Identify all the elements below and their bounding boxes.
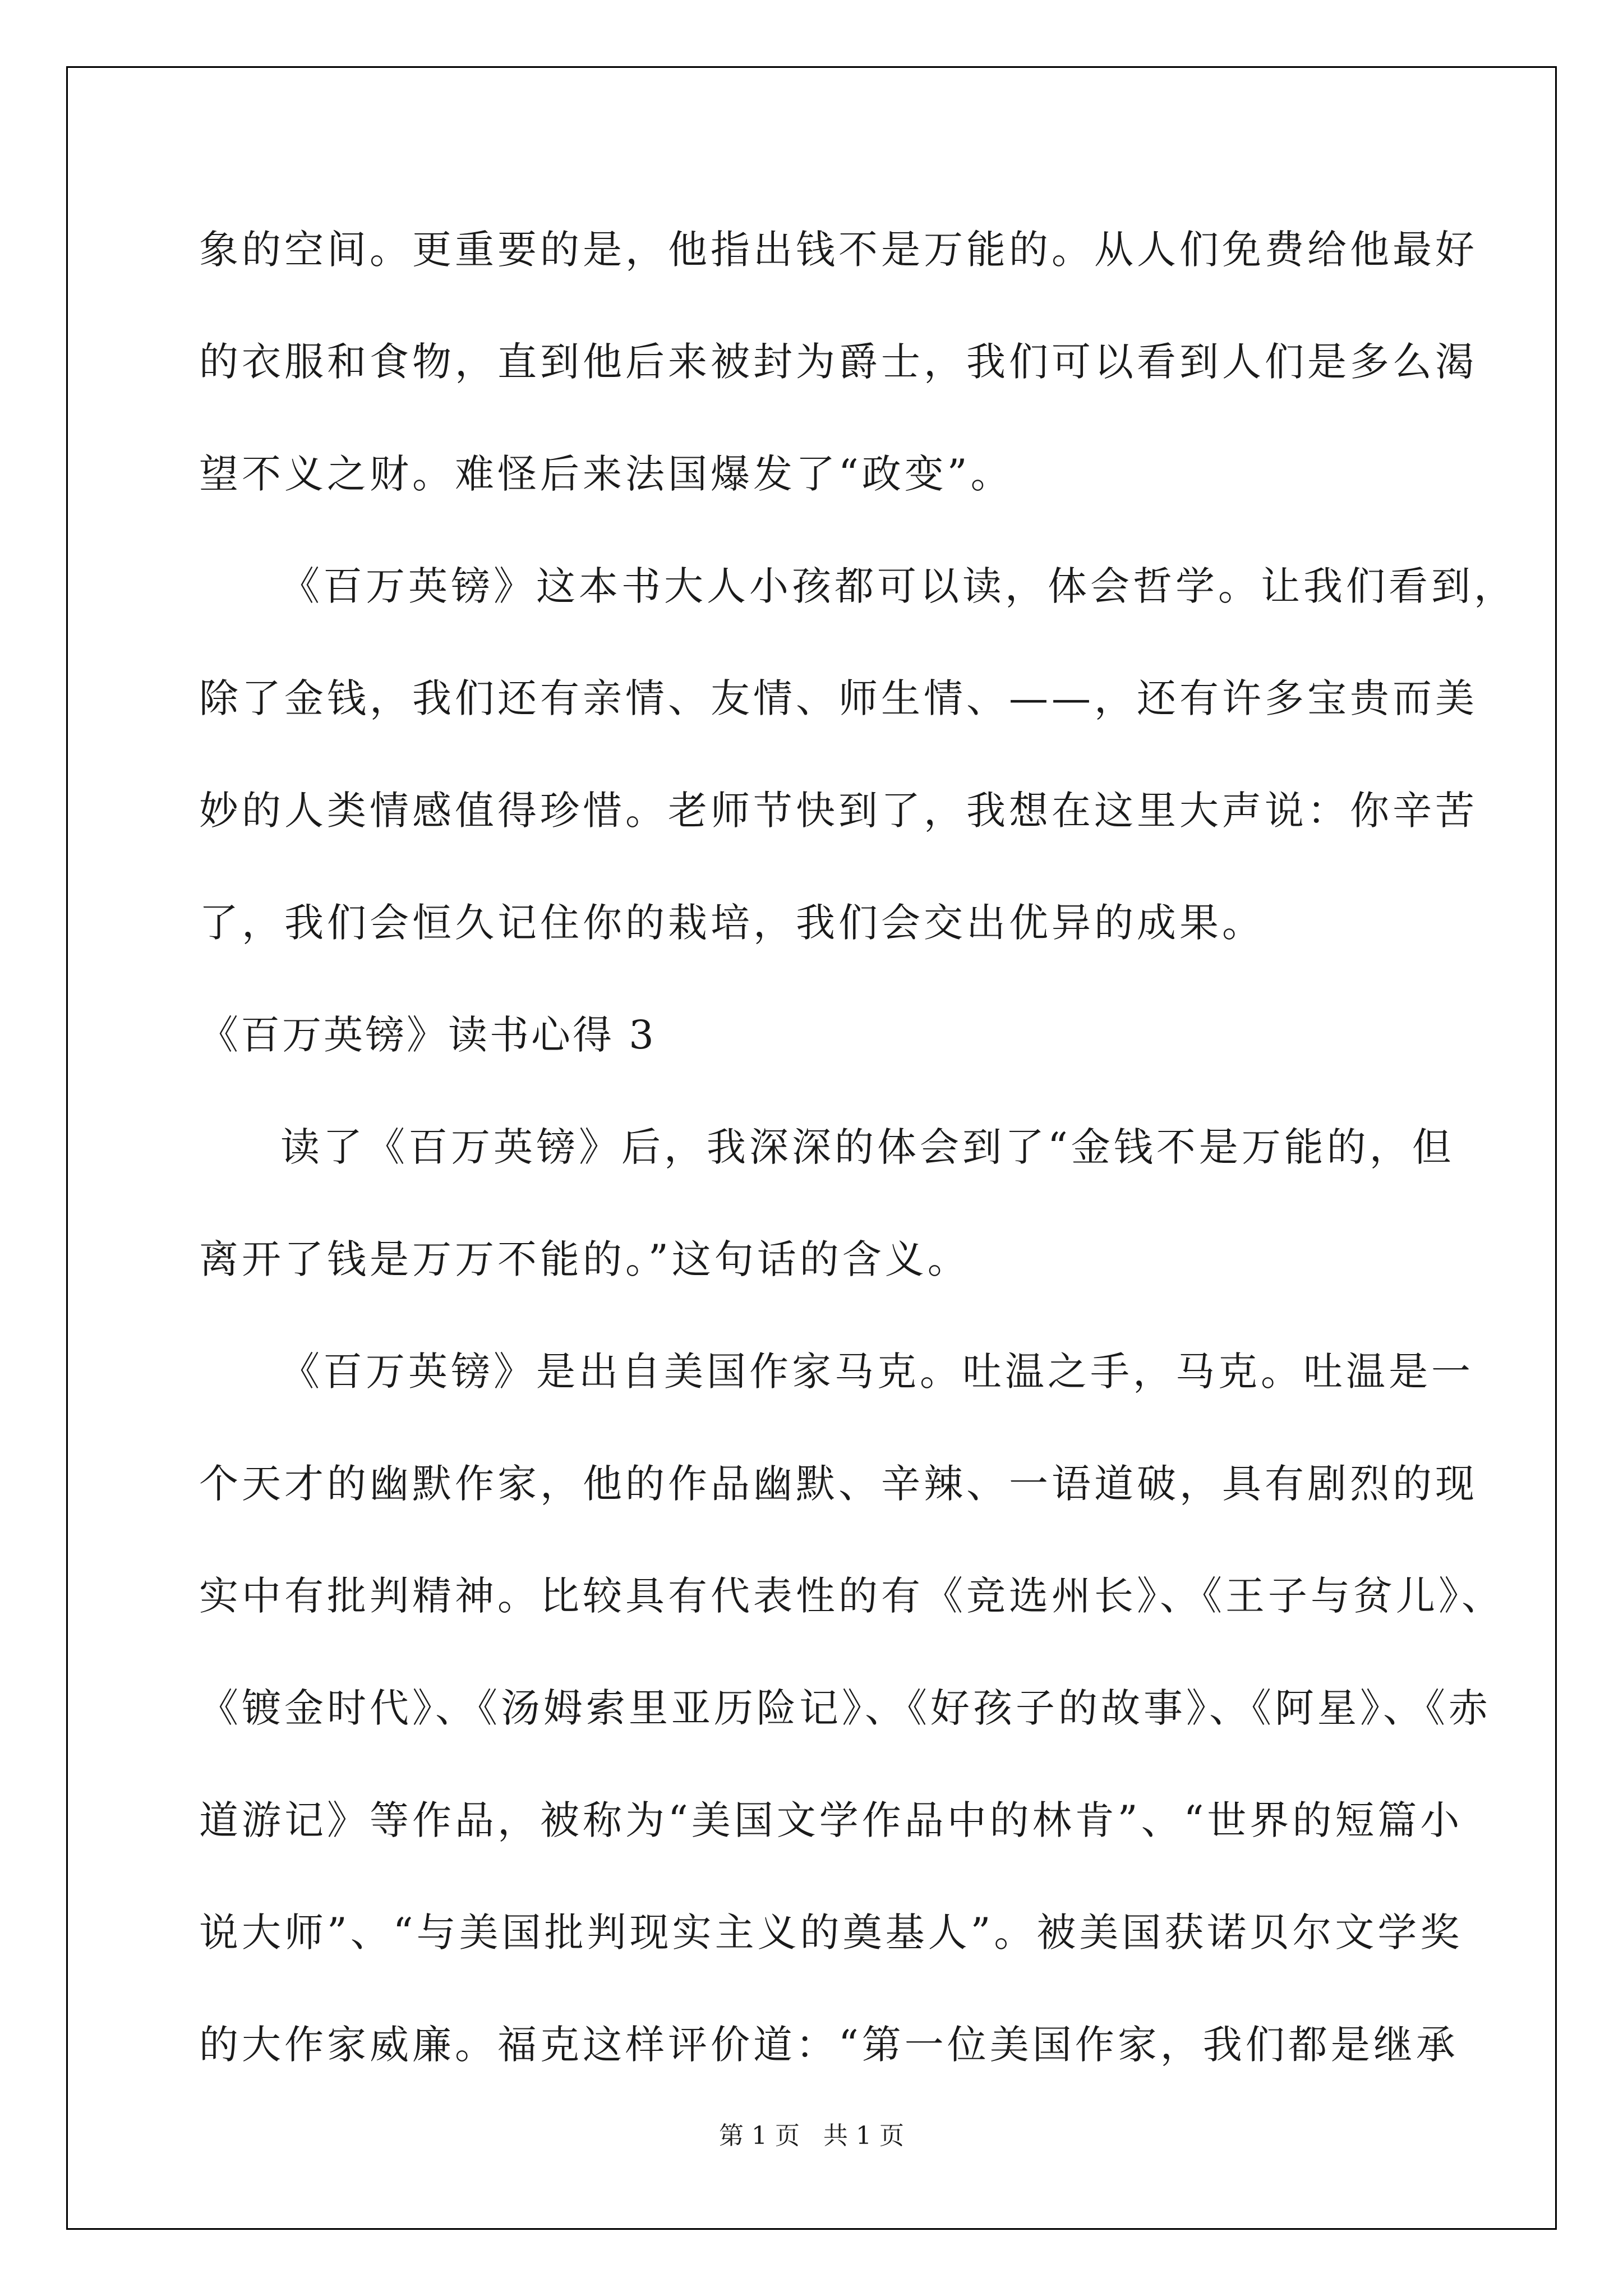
text-line: 《百万英镑》是出自美国作家马克。吐温之手，马克。吐温是一 bbox=[280, 1349, 1474, 1395]
text-line: 实中有批判精神。比较具有代表性的有《竞选州长》、《王子与贫儿》、 bbox=[199, 1573, 1504, 1619]
text-line: 说大师”、“与美国批判现实主义的奠基人”。被美国获诺贝尔文学奖 bbox=[199, 1910, 1463, 1955]
text-line: 望不义之财。难怪后来法国爆发了“政变”。 bbox=[199, 451, 1013, 497]
text-line: 离开了钱是万万不能的。”这句话的含义。 bbox=[199, 1236, 970, 1282]
document-body bbox=[199, 222, 1516, 2129]
text-line: 象的空间。更重要的是，他指出钱不是万能的。从人们免费给他最好 bbox=[199, 227, 1478, 273]
text-line: 了，我们会恒久记住你的栽培，我们会交出优异的成果。 bbox=[199, 900, 1265, 946]
text-line: 《百万英镑》这本书大人小孩都可以读，体会哲学。让我们看到， bbox=[280, 563, 1516, 609]
text-line: 《镀金时代》、《汤姆索里亚历险记》、《好孩子的故事》、《阿星》、《赤 bbox=[199, 1685, 1491, 1731]
page-number: 第 1 页 bbox=[719, 2122, 800, 2150]
section-heading: 《百万英镑》读书心得 3 bbox=[199, 1012, 656, 1058]
text-line: 个天才的幽默作家，他的作品幽默、辛辣、一语道破，具有剧烈的现 bbox=[199, 1461, 1478, 1507]
text-line: 除了金钱，我们还有亲情、友情、师生情、——，还有许多宝贵而美 bbox=[199, 675, 1478, 721]
page-total: 共 1 页 bbox=[823, 2122, 904, 2150]
text-line: 道游记》等作品，被称为“美国文学作品中的林肯”、“世界的短篇小 bbox=[199, 1797, 1463, 1843]
text-line: 妙的人类情感值得珍惜。老师节快到了，我想在这里大声说：你辛苦 bbox=[199, 788, 1478, 834]
page-footer bbox=[0, 2119, 1623, 2153]
text-line: 的衣服和食物，直到他后来被封为爵士，我们可以看到人们是多么渴 bbox=[199, 339, 1478, 385]
text-line: 读了《百万英镑》后，我深深的体会到了“金钱不是万能的，但 bbox=[280, 1124, 1455, 1170]
text-line: 的大作家威廉。福克这样评价道：“第一位美国作家，我们都是继承 bbox=[199, 2022, 1459, 2068]
